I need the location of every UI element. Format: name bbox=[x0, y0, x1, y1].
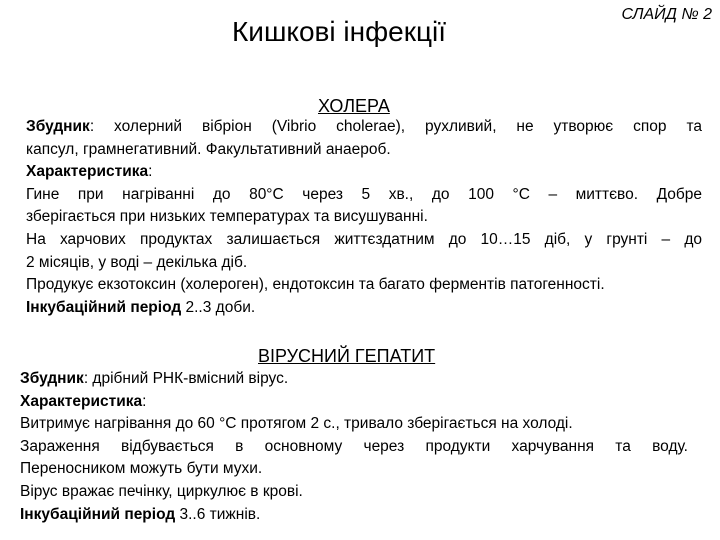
cholera-incubation-line bbox=[26, 297, 702, 320]
slide-number: СЛАЙД № 2 bbox=[621, 6, 712, 23]
cholera-resist-1: Гине при нагріванні до 80°С через 5 хв., до 100 °С – миттєво. Добре bbox=[26, 185, 702, 203]
cholera-survive-1: На харчових продуктах залишається життєздатним до 10…15 діб, у грунті – до bbox=[26, 230, 702, 248]
hepatitis-transmit-2: Переносником можуть бути мухи. bbox=[20, 460, 263, 478]
cholera-toxins: Продукує екзотоксин (холероген), ендотоксин та багато ферментів патогенності. bbox=[26, 276, 605, 294]
hepatitis-char-colon: : bbox=[142, 392, 147, 410]
cholera-char-label: Характеристика bbox=[26, 163, 149, 181]
cholera-section bbox=[26, 116, 702, 319]
cholera-incub-label: Інкубаційний період bbox=[26, 298, 182, 316]
hepatitis-char-label: Характеристика bbox=[20, 392, 143, 410]
hepatitis-agent-line bbox=[20, 368, 688, 391]
hepatitis-heading: ВІРУСНИЙ ГЕПАТИТ bbox=[258, 346, 436, 366]
cholera-survive-2: 2 місяців, у воді – декілька діб. bbox=[26, 253, 248, 271]
hepatitis-char-line bbox=[20, 391, 688, 414]
cholera-heading: ХОЛЕРА bbox=[318, 96, 390, 116]
hepatitis-incub-label: Інкубаційний період bbox=[20, 505, 176, 523]
cholera-agent-line bbox=[26, 116, 702, 139]
hepatitis-agent-label: Збудник bbox=[20, 370, 84, 387]
cholera-agent-text-2: капсул, грамнегативний. Факультативний анаероб. bbox=[26, 140, 391, 158]
cholera-resist-2: зберігається при низьких температурах та висушуванні. bbox=[26, 208, 428, 226]
cholera-char-colon: : bbox=[148, 163, 153, 181]
hepatitis-section bbox=[20, 368, 688, 526]
cholera-agent-text-1: : холерний вібріон (Vibrio cholerae), рухливий, не утворює спор та bbox=[89, 118, 702, 135]
cholera-agent-label: Збудник bbox=[26, 118, 90, 135]
hepatitis-incub-value: 3..6 тижнів. bbox=[175, 505, 261, 523]
hepatitis-incubation-line bbox=[20, 504, 688, 527]
page-title: Кишкові інфекції bbox=[232, 16, 447, 47]
cholera-incub-value: 2..3 доби. bbox=[181, 298, 256, 316]
hepatitis-target: Вірус вражає печінку, циркулює в крові. bbox=[20, 482, 303, 500]
hepatitis-agent-text: : дрібний РНК-вмісний вірус. bbox=[83, 370, 289, 387]
hepatitis-transmit-1: Зараження відбувається в основному через продукти харчування та воду. bbox=[20, 437, 688, 455]
hepatitis-resist: Витримує нагрівання до 60 °С протягом 2 с., тривало зберігається на холоді. bbox=[20, 415, 573, 433]
cholera-char-line bbox=[26, 161, 702, 184]
